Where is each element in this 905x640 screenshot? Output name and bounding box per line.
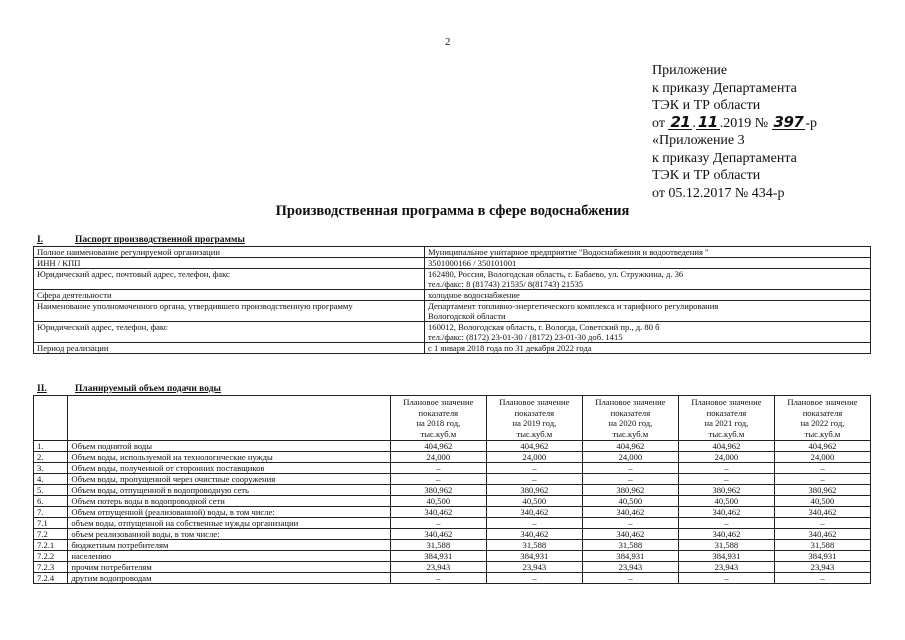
value-cell: 340,462: [774, 507, 870, 518]
passport-key: Полное наименование регулируемой организации: [34, 247, 425, 258]
value-cell: 31,588: [678, 540, 774, 551]
header-line: Плановое значение: [403, 397, 474, 407]
value-cell: –: [486, 573, 582, 584]
year-header-cell: [486, 396, 582, 441]
approval-date-line: от 21 . 11 .2019 № 397 -р: [652, 112, 818, 131]
header-line: Плановое значение: [787, 397, 858, 407]
table-row: [34, 463, 871, 474]
row-name: населению: [68, 551, 390, 562]
value-cell: 340,462: [486, 507, 582, 518]
header-line: показателя: [418, 407, 459, 418]
table-row: [34, 496, 871, 507]
value-cell: 380,962: [774, 485, 870, 496]
value-cell: 40,500: [678, 496, 774, 507]
handwritten-month: 11: [697, 112, 718, 131]
document-title: Производственная программа в сфере водоснабжения: [275, 203, 630, 219]
year-header-cell: [390, 396, 486, 441]
row-name: прочим потребителям: [68, 562, 390, 573]
passport-row: [34, 343, 871, 354]
value-cell: 23,943: [582, 562, 678, 573]
value-cell: 40,500: [582, 496, 678, 507]
value-cell: –: [486, 518, 582, 529]
passport-value-line: тел./факс: 8 (81743) 21535/ 8(81743) 21535: [428, 279, 584, 289]
header-line: на 2019 год,: [512, 418, 557, 428]
row-number: 2.: [34, 452, 68, 463]
value-cell: –: [582, 474, 678, 485]
value-cell: 24,000: [390, 452, 486, 463]
header-line: Плановое значение: [691, 397, 762, 407]
header-cell-empty: [68, 396, 390, 441]
value-cell: 340,462: [582, 529, 678, 540]
row-name: Объем воды, используемой на технологические нужды: [68, 452, 390, 463]
header-line: на 2021 год,: [704, 418, 749, 428]
date-prefix: от: [652, 115, 665, 131]
value-cell: 40,500: [486, 496, 582, 507]
header-line: показателя: [514, 407, 555, 418]
header-row: [34, 396, 871, 441]
approval-line: к приказу Департамента: [652, 80, 797, 96]
row-number: 7.2.1: [34, 540, 68, 551]
value-cell: 380,962: [486, 485, 582, 496]
value-cell: 340,462: [774, 529, 870, 540]
table-row: [34, 562, 871, 573]
header-line: Плановое значение: [499, 397, 570, 407]
passport-value-line: 160012, Вологодская область, г. Вологда, Советский пр., д. 80 б: [428, 322, 660, 332]
passport-key: Наименование уполномоченного органа, утвердившего производственную программу: [34, 301, 425, 322]
row-name: Объем отпущенной (реализованной) воды, в том числе:: [68, 507, 390, 518]
passport-value: [425, 247, 871, 258]
header-line: тыс.куб.м: [516, 428, 553, 439]
table-row: [34, 441, 871, 452]
value-cell: 384,931: [486, 551, 582, 562]
header-line: тыс.куб.м: [708, 428, 745, 439]
passport-value: [425, 269, 871, 290]
passport-value-line: Муниципальное унитарное предприятие "Водоснабжения и водоотведения ": [428, 247, 709, 257]
header-cell-empty: [34, 396, 68, 441]
table-row: [34, 474, 871, 485]
value-cell: 340,462: [486, 529, 582, 540]
value-cell: 340,462: [390, 529, 486, 540]
passport-key: Период реализации: [34, 343, 425, 354]
row-number: 3.: [34, 463, 68, 474]
section-title: Паспорт производственной программы: [75, 235, 245, 245]
passport-value-line: 3501000166 / 350101001: [428, 258, 517, 268]
value-cell: 340,462: [678, 507, 774, 518]
passport-key: ИНН / КПП: [34, 258, 425, 269]
passport-key: Сфера деятельности: [34, 290, 425, 301]
row-name: бюджетным потребителям: [68, 540, 390, 551]
passport-row: [34, 301, 871, 322]
value-cell: 40,500: [390, 496, 486, 507]
value-cell: –: [390, 518, 486, 529]
value-cell: 23,943: [390, 562, 486, 573]
header-line: показателя: [802, 407, 843, 418]
section-number: II.: [37, 384, 47, 394]
value-cell: 384,931: [678, 551, 774, 562]
value-cell: –: [486, 463, 582, 474]
value-cell: –: [678, 463, 774, 474]
passport-table: [33, 246, 871, 354]
row-name: объем воды, отпущенной на собственные нужды организации: [68, 518, 390, 529]
handwritten-number: 397: [773, 112, 804, 131]
date-year: .2019 №: [719, 115, 769, 131]
value-cell: 24,000: [486, 452, 582, 463]
passport-value: [425, 301, 871, 322]
row-number: 7.1: [34, 518, 68, 529]
value-cell: 340,462: [582, 507, 678, 518]
value-cell: 404,962: [774, 441, 870, 452]
passport-value-line: 162480, Россия, Вологодская область, г. Бабаево, ул. Стружкина, д. 36: [428, 269, 684, 279]
row-number: 1.: [34, 441, 68, 452]
value-cell: –: [486, 474, 582, 485]
value-cell: –: [774, 474, 870, 485]
row-number: 6.: [34, 496, 68, 507]
header-line: тыс.куб.м: [420, 428, 457, 439]
value-cell: 23,943: [678, 562, 774, 573]
value-cell: –: [390, 474, 486, 485]
value-cell: –: [678, 573, 774, 584]
approval-line: Приложение: [652, 63, 728, 78]
passport-row: [34, 269, 871, 290]
water-volume-table: [33, 395, 871, 584]
row-name: Объем воды, пропущенной через очистные сооружения: [68, 474, 390, 485]
row-number: 7.2.4: [34, 573, 68, 584]
header-line: тыс.куб.м: [612, 428, 649, 439]
section-heading: [37, 235, 245, 245]
table-row: [34, 529, 871, 540]
value-cell: –: [774, 573, 870, 584]
header-line: на 2022 год,: [800, 418, 845, 428]
header-line: на 2018 год,: [416, 418, 461, 428]
value-cell: 384,931: [390, 551, 486, 562]
row-number: 4.: [34, 474, 68, 485]
approval-line: от 05.12.2017 № 434-р: [652, 185, 785, 201]
passport-value-line: тел./факс: (8172) 23-01-30 / (8172) 23-01-30 доб. 1415: [428, 332, 623, 342]
row-number: 5.: [34, 485, 68, 496]
row-name: Объем поднятой воды: [68, 441, 390, 452]
value-cell: 404,962: [486, 441, 582, 452]
row-number: 7.2: [34, 529, 68, 540]
header-line: Плановое значение: [595, 397, 666, 407]
row-name: объем реализованной воды, в том числе:: [68, 529, 390, 540]
row-name: Объем воды, отпущенной в водопроводную сеть: [68, 485, 390, 496]
value-cell: –: [582, 463, 678, 474]
value-cell: 384,931: [582, 551, 678, 562]
handwritten-day: 21: [670, 112, 691, 131]
year-header-cell: [678, 396, 774, 441]
passport-key: Юридический адрес, почтовый адрес, телефон, факс: [34, 269, 425, 290]
year-header-cell: [774, 396, 870, 441]
value-cell: 380,962: [582, 485, 678, 496]
value-cell: 31,588: [582, 540, 678, 551]
value-cell: –: [678, 474, 774, 485]
header-line: показателя: [610, 407, 651, 418]
value-cell: 340,462: [678, 529, 774, 540]
approval-line: ТЭК и ТР области: [652, 168, 761, 183]
passport-key: Юридический адрес, телефон, факс: [34, 322, 425, 343]
passport-value: [425, 343, 871, 354]
value-cell: –: [774, 463, 870, 474]
header-line: тыс.куб.м: [804, 428, 841, 439]
value-cell: 24,000: [582, 452, 678, 463]
value-cell: 31,588: [390, 540, 486, 551]
passport-row: [34, 322, 871, 343]
value-cell: 404,962: [390, 441, 486, 452]
header-line: на 2020 год,: [608, 418, 653, 428]
value-cell: 404,962: [582, 441, 678, 452]
table-row: [34, 540, 871, 551]
passport-value-line: с 1 января 2018 года по 31 декабря 2022 года: [428, 343, 592, 353]
passport-value: [425, 258, 871, 269]
approval-line: ТЭК и ТР области: [652, 98, 761, 113]
value-cell: –: [678, 518, 774, 529]
section-number: I.: [37, 235, 44, 245]
table-row: [34, 551, 871, 562]
table-row: [34, 452, 871, 463]
passport-value-line: холодное водоснабжение: [428, 290, 520, 300]
page-number: 2: [445, 36, 451, 48]
value-cell: –: [390, 463, 486, 474]
row-number: 7.: [34, 507, 68, 518]
value-cell: 23,943: [774, 562, 870, 573]
row-name: другим водопроводам: [68, 573, 390, 584]
year-header-cell: [582, 396, 678, 441]
table-row: [34, 573, 871, 584]
value-cell: 380,962: [678, 485, 774, 496]
table-row: [34, 518, 871, 529]
order-suffix: -р: [805, 115, 818, 131]
section-heading: [37, 384, 221, 394]
value-cell: 404,962: [678, 441, 774, 452]
value-cell: –: [774, 518, 870, 529]
value-cell: 340,462: [390, 507, 486, 518]
passport-value-line: Департамент топливно-энергетического комплекса и тарифного регулирования: [428, 301, 719, 311]
approval-line: к приказу Департамента: [652, 150, 797, 166]
approval-line: «Приложение 3: [652, 133, 745, 148]
passport-row: [34, 290, 871, 301]
passport-row: [34, 258, 871, 269]
value-cell: –: [582, 573, 678, 584]
value-cell: 24,000: [678, 452, 774, 463]
value-cell: –: [582, 518, 678, 529]
value-cell: –: [390, 573, 486, 584]
approval-block: [652, 62, 817, 202]
value-cell: 384,931: [774, 551, 870, 562]
row-number: 7.2.2: [34, 551, 68, 562]
passport-value: [425, 290, 871, 301]
section-title: Планируемый объем подачи воды: [75, 384, 221, 394]
row-number: 7.2.3: [34, 562, 68, 573]
row-name: Объем потерь воды в водопроводной сети: [68, 496, 390, 507]
passport-value: [425, 322, 871, 343]
passport-row: [34, 247, 871, 258]
value-cell: 31,588: [774, 540, 870, 551]
table-row: [34, 485, 871, 496]
passport-value-line: Вологодской области: [428, 311, 506, 321]
value-cell: 24,000: [774, 452, 870, 463]
value-cell: 40,500: [774, 496, 870, 507]
value-cell: 31,588: [486, 540, 582, 551]
header-line: показателя: [706, 407, 747, 418]
table-row: [34, 507, 871, 518]
row-name: Объем воды, полученной от сторонних поставщиков: [68, 463, 390, 474]
value-cell: 380,962: [390, 485, 486, 496]
value-cell: 23,943: [486, 562, 582, 573]
